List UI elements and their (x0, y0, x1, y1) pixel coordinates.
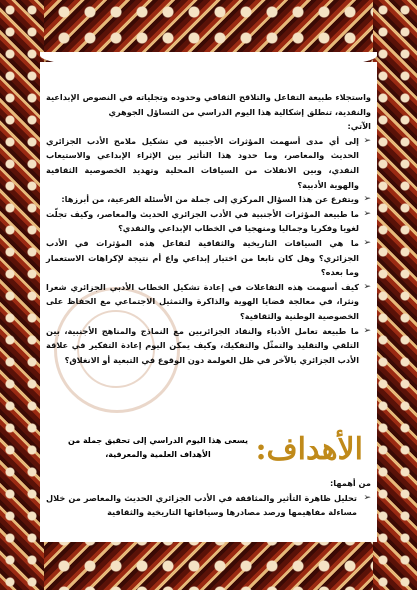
arrow-bullet-icon: ➢ (363, 281, 371, 292)
arrow-bullet-icon: ➢ (363, 194, 371, 205)
arrow-bullet-icon: ➢ (363, 237, 371, 248)
question-text: ما طبيعة المؤثرات الأجنبية في الأدب الجزائري الحديث والمعاصر، وكيف تجلّت لغويا وفكريا وجماليا ومنهجيا في الخطاب الإبداعي والنقدي؟ (46, 208, 359, 234)
question-item (46, 236, 371, 280)
question-text: كيف أسهمت هذه التفاعلات في إعادة تشكيل الخطاب الأدبي الجزائري شعرا ونثرا، في معالجة قضايا الهوية والذاكرة والتمثيل الاجتماعي مع الحفاظ على الخصوصية الوطنية والثقافية؟ (46, 281, 359, 321)
question-item (46, 134, 371, 192)
question-item (46, 207, 371, 236)
goals-list (46, 476, 371, 520)
question-text: ويتفرع عن هذا السؤال المركزي إلى جملة من الأسئلة الفرعية، من أبرزها: (61, 194, 359, 205)
question-item (46, 324, 371, 368)
question-item (46, 280, 371, 324)
intro-label: الآتي: (347, 121, 371, 132)
document-page (40, 62, 377, 540)
question-text: إلى أي مدى أسهمت المؤثرات الأجنبية في تشكيل ملامح الأدب الجزائري الحديث والمعاصر، وما حدود هذا التأثير بين الإثراء الإبداعي والاستيعاب النقدي، وبين الانفلات من السياقات المحلية وتهديد الخصوصية الثقافية والهوية الأدبية؟ (46, 135, 359, 190)
decorative-border-right (373, 0, 417, 590)
question-text: ما طبيعة تعامل الأدباء والنقاد الجزائريين مع النماذج والمناهج الأجنبية، بين التلقي والتقليد والتمثّل والتفكيك، وكيف يمكن اليوم إعادة التفكير في علاقة الأدب الجزائري بالآخر في ظل العولمة دون الوقوع في التبعية أو الانغلاق؟ (46, 325, 359, 365)
question-item (46, 192, 371, 207)
arrow-bullet-icon: ➢ (363, 492, 371, 503)
goals-lead: من أهمها: (329, 478, 371, 488)
arrow-bullet-icon: ➢ (363, 135, 371, 146)
intro-paragraph: واستجلاء طبيعة التفاعل والتلاقح الثقافي وحدوده وتجلياته في النصوص الإبداعية والنقدية، تنطلق إشكالية هذا اليوم الدراسي من التساؤل الجوهري (46, 92, 371, 117)
arrow-bullet-icon: ➢ (363, 325, 371, 336)
decorative-border-left (0, 0, 44, 590)
problem-statement (46, 90, 371, 367)
goals-intro: يسعى هذا اليوم الدراسي إلى تحقيق جملة من الأهداف العلمية والمعرفية، (68, 436, 248, 459)
goals-title: الأهداف: (255, 432, 363, 467)
goals-header (46, 430, 371, 470)
goal-item (46, 491, 371, 520)
arrow-bullet-icon: ➢ (363, 208, 371, 219)
goal-text: تحليل ظاهرة التأثير والمثاقفة في الأدب الجزائري الحديث والمعاصر من خلال مساءلة مفاهيمها ورصد مصادرها وسياقاتها التاريخية والثقافية (46, 492, 357, 518)
question-text: ما هي السياقات التاريخية والثقافية لتفاعل هذه المؤثرات في الأدب الجزائري؟ وهل كان نابعا من اختيار إبداعي واع أم نتيجة لإكراهات الاستعمار وما بعده؟ (46, 237, 359, 278)
